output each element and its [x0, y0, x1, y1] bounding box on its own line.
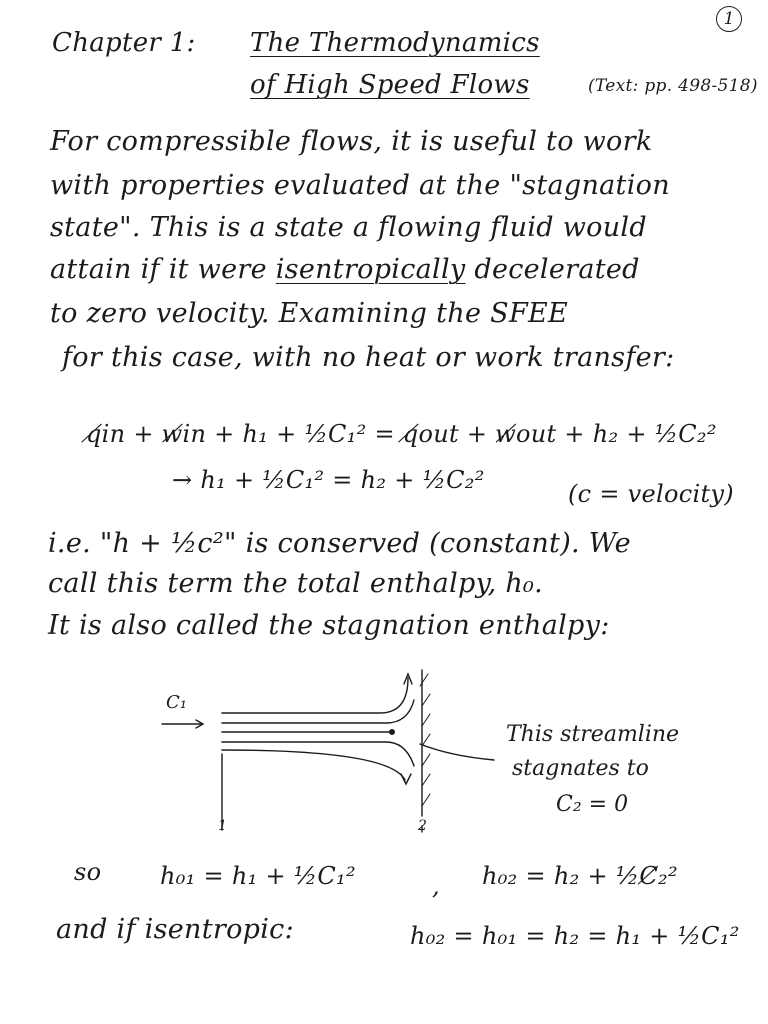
sfee-equation: q̸in + w̸in + h₁ + ½C₁² = q̸out + w̸out + h₂ + ½C₂² [86, 420, 717, 448]
callout-line-2: stagnates to [512, 756, 649, 781]
title-line-1: The Thermodynamics [250, 28, 540, 58]
lower-streamline [222, 750, 405, 780]
text-reference: (Text: pp. 498-518) [588, 76, 758, 96]
callout-line-1: This streamline [506, 722, 680, 747]
stagnation-streamline-diagram [150, 660, 530, 840]
paragraph-line-6: for this case, with no heat or work transfer: [62, 342, 675, 373]
paragraph-line-2: with properties evaluated at the "stagnation [50, 170, 670, 201]
result-comma: , [432, 872, 440, 900]
callout-leader-line [420, 744, 494, 760]
h02-equation: h₀₂ = h₂ + ½C̸₂² [482, 862, 678, 890]
stagnation-point [390, 730, 395, 735]
isentropic-equation: h₀₂ = h₀₁ = h₂ = h₁ + ½C₁² [410, 922, 740, 950]
callout-line-3: C₂ = 0 [556, 792, 629, 817]
paragraph2-line-2: call this term the total enthalpy, h₀. [48, 568, 544, 599]
paragraph-line-4 [50, 254, 640, 285]
station-2-label: 2 [418, 818, 427, 834]
title-line-2: of High Speed Flows [250, 70, 530, 100]
page-number: 1 [716, 6, 742, 32]
paragraph-line-4-end: decelerated [474, 254, 640, 285]
paragraph-line-5: to zero velocity. Examining the SFEE [50, 298, 568, 329]
paragraph-line-4-start: attain if it were [50, 254, 267, 285]
velocity-note: (c = velocity) [568, 480, 734, 508]
simplified-equation: → h₁ + ½C₁² = h₂ + ½C₂² [172, 466, 485, 494]
paragraph-line-1: For compressible flows, it is useful to work [50, 126, 653, 157]
paragraph2-line-1: i.e. "h + ½c²" is conserved (constant). We [48, 528, 631, 559]
inflow-label: C₁ [166, 692, 187, 713]
so-label: so [74, 858, 102, 886]
upper-streamline [222, 678, 408, 713]
chapter-label: Chapter 1: [52, 28, 196, 58]
streamline-2 [222, 700, 414, 723]
paragraph-line-3: state". This is a state a flowing fluid would [50, 212, 647, 243]
emphasis-isentropically: isentropically [275, 254, 466, 285]
h01-equation: h₀₁ = h₁ + ½C₁² [160, 862, 356, 890]
paragraph2-line-3: It is also called the stagnation enthalpy: [48, 610, 610, 641]
isentropic-label: and if isentropic: [56, 914, 294, 945]
station-1-label: 1 [218, 818, 227, 834]
